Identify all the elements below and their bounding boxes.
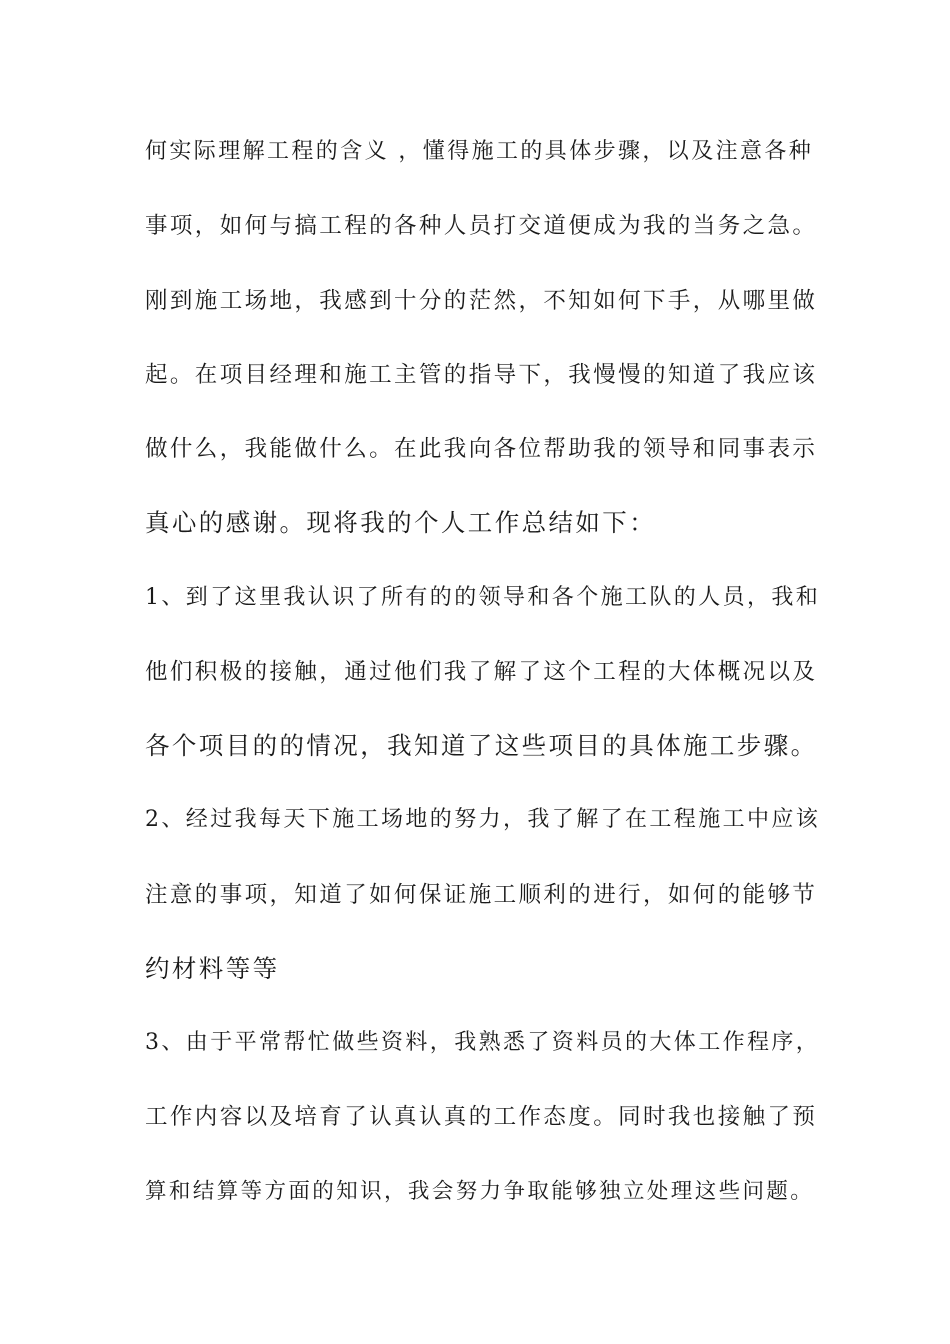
paragraph-line: 做什么，我能做什么。在此我向各位帮助我的领导和同事表示 [145,436,818,462]
list-item-line: 3、由于平常帮忙做些资料，我熟悉了资料员的大体工作程序， [145,1030,821,1055]
list-item-line: 各个项目的的情况，我知道了这些项目的具体施工步骤。 [145,731,818,760]
paragraph-line: 何实际理解工程的含义 ，懂得施工的具体步骤，以及注意各种 [145,139,814,164]
paragraph-line: 真心的感谢。现将我的个人工作总结如下： [145,508,657,537]
paragraph-line: 起。在项目经理和施工主管的指导下，我慢慢的知道了我应该 [145,362,818,388]
list-item-line: 2、经过我每天下施工场地的努力，我了解了在工程施工中应该 [145,807,821,832]
list-item-line: 1、到了这里我认识了所有的的领导和各个施工队的人员，我和 [145,585,821,610]
list-item-line: 工作内容以及培育了认真认真的工作态度。同时我也接触了预 [145,1104,818,1130]
paragraph-line: 刚到施工场地，我感到十分的茫然，不知如何下手，从哪里做 [145,288,818,314]
list-item-line: 注意的事项，知道了如何保证施工顺利的进行，如何的能够节 [145,882,818,908]
paragraph-line: 事项，如何与搞工程的各种人员打交道便成为我的当务之急。 [145,213,818,239]
list-item-line: 算和结算等方面的知识，我会努力争取能够独立处理这些问题。 [145,1179,815,1204]
list-item-line: 约材料等等 [145,954,280,983]
list-item-line: 他们积极的接触，通过他们我了解了这个工程的大体概况以及 [145,659,818,685]
